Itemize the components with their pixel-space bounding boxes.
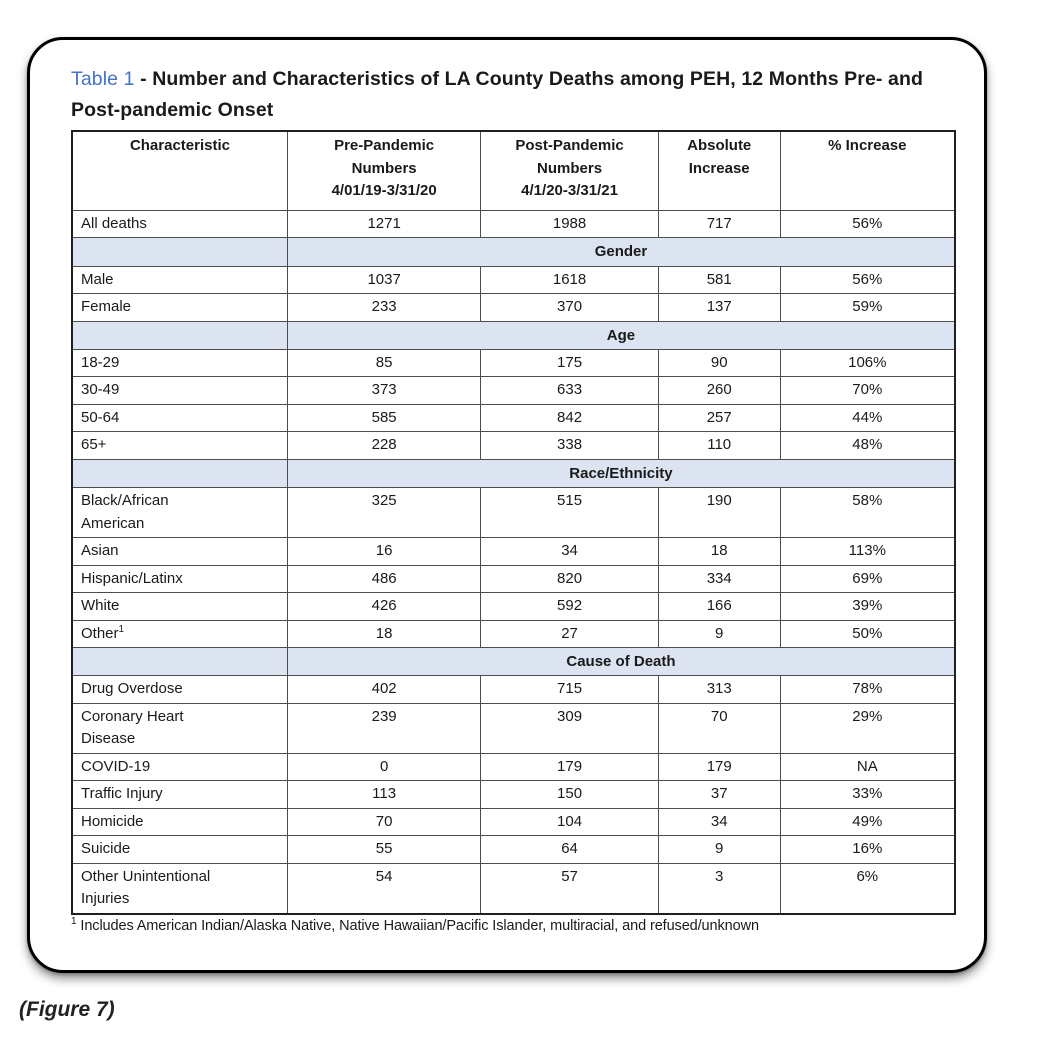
value-cell: 33% [780,781,955,809]
table-row [72,404,955,432]
characteristic-cell [72,863,287,914]
table-row [72,836,955,864]
value-cell: 27 [481,620,658,648]
characteristic-label: Traffic Injury [81,785,163,803]
table-row [72,349,955,377]
value-cell: 64 [481,836,658,864]
value-cell: 633 [481,377,658,405]
col-header-pre-pandemic: Pre-Pandemic Numbers 4/01/19-3/31/20 [287,131,480,210]
value-cell: 39% [780,593,955,621]
value-cell: 486 [287,565,480,593]
figure-frame [27,37,987,973]
value-cell: 0 [287,753,480,781]
characteristic-cell [72,836,287,864]
table-row [72,703,955,753]
value-cell: 104 [481,808,658,836]
table-row [72,620,955,648]
value-cell: 257 [658,404,780,432]
value-cell: 70 [658,703,780,753]
section-label: Gender [287,238,955,266]
characteristic-label: Homicide [81,812,144,830]
value-cell: 370 [481,294,658,322]
table-row [72,210,955,238]
table-title-text: - Number and Characteristics of LA County Deaths among PEH, 12 Months Pre- and Post-pandemic Onset [71,68,923,122]
value-cell: 585 [287,404,480,432]
value-cell: 70% [780,377,955,405]
value-cell: 18 [287,620,480,648]
value-cell: 69% [780,565,955,593]
characteristic-label: Other Unintentional Injuries [81,867,211,908]
characteristic-label: 30-49 [81,381,120,399]
value-cell: 37 [658,781,780,809]
characteristic-label: White [81,597,120,615]
value-cell: 717 [658,210,780,238]
value-cell: 426 [287,593,480,621]
section-empty-cell [72,238,287,266]
characteristic-cell [72,294,287,322]
value-cell: 334 [658,565,780,593]
characteristic-cell [72,349,287,377]
characteristic-label: Other [81,624,119,642]
value-cell: 1618 [481,266,658,294]
value-cell: 48% [780,432,955,460]
table-row [72,266,955,294]
characteristic-label: Suicide [81,840,131,858]
value-cell: 59% [780,294,955,322]
table-title [71,64,956,126]
value-cell: 137 [658,294,780,322]
col-header-absolute-increase: Absolute Increase [658,131,780,210]
value-cell: 29% [780,703,955,753]
characteristic-cell [72,377,287,405]
value-cell: 179 [658,753,780,781]
section-empty-cell [72,648,287,676]
table-row [72,377,955,405]
characteristic-label: Hispanic/Latinx [81,569,183,587]
value-cell: 515 [481,488,658,538]
value-cell: 56% [780,266,955,294]
value-cell: NA [780,753,955,781]
table-row [72,808,955,836]
characteristic-cell [72,620,287,648]
col-header-characteristic: Characteristic [72,131,287,210]
characteristic-cell [72,404,287,432]
value-cell: 842 [481,404,658,432]
section-label: Race/Ethnicity [287,459,955,487]
value-cell: 1988 [481,210,658,238]
characteristic-cell [72,676,287,704]
characteristic-label: Coronary Heart Disease [81,707,184,748]
value-cell: 338 [481,432,658,460]
header-row [72,131,955,210]
characteristic-label: 65+ [81,436,107,454]
section-row [72,648,955,676]
table-row [72,781,955,809]
table-row [72,676,955,704]
characteristic-label: 18-29 [81,353,120,371]
table-footnote [71,918,956,934]
value-cell: 175 [481,349,658,377]
value-cell: 239 [287,703,480,753]
value-cell: 44% [780,404,955,432]
section-row [72,321,955,349]
characteristic-label: COVID-19 [81,757,151,775]
footnote-text: Includes American Indian/Alaska Native, Native Hawaiian/Pacific Islander, multiracial, and refused/unknown [76,917,759,934]
value-cell: 373 [287,377,480,405]
table-row [72,753,955,781]
characteristic-label: Asian [81,542,119,560]
value-cell: 715 [481,676,658,704]
deaths-table [71,130,956,915]
value-cell: 1271 [287,210,480,238]
value-cell: 260 [658,377,780,405]
table-body [72,210,955,914]
value-cell: 78% [780,676,955,704]
value-cell: 581 [658,266,780,294]
section-empty-cell [72,459,287,487]
figure-caption: (Figure 7) [19,998,115,1021]
value-cell: 16 [287,538,480,566]
value-cell: 325 [287,488,480,538]
value-cell: 3 [658,863,780,914]
value-cell: 9 [658,620,780,648]
characteristic-cell [72,808,287,836]
characteristic-cell [72,781,287,809]
value-cell: 233 [287,294,480,322]
value-cell: 166 [658,593,780,621]
section-label: Cause of Death [287,648,955,676]
footnote-marker: 1 [118,623,125,635]
footnote-marker: 1 [71,916,77,928]
characteristic-cell [72,266,287,294]
value-cell: 70 [287,808,480,836]
value-cell: 56% [780,210,955,238]
value-cell: 110 [658,432,780,460]
value-cell: 228 [287,432,480,460]
value-cell: 54 [287,863,480,914]
characteristic-cell [72,565,287,593]
value-cell: 50% [780,620,955,648]
value-cell: 313 [658,676,780,704]
table-row [72,538,955,566]
section-empty-cell [72,321,287,349]
value-cell: 106% [780,349,955,377]
value-cell: 9 [658,836,780,864]
value-cell: 58% [780,488,955,538]
characteristic-label: Male [81,270,114,288]
characteristic-cell [72,210,287,238]
characteristic-cell [72,432,287,460]
value-cell: 6% [780,863,955,914]
characteristic-label: 50-64 [81,408,120,426]
characteristic-cell [72,488,287,538]
value-cell: 592 [481,593,658,621]
value-cell: 18 [658,538,780,566]
value-cell: 179 [481,753,658,781]
section-label: Age [287,321,955,349]
value-cell: 820 [481,565,658,593]
table-row [72,565,955,593]
value-cell: 16% [780,836,955,864]
value-cell: 309 [481,703,658,753]
table-row [72,593,955,621]
value-cell: 402 [287,676,480,704]
characteristic-label: Drug Overdose [81,680,183,698]
table-row [72,863,955,914]
value-cell: 113% [780,538,955,566]
table-row [72,294,955,322]
table-row [72,488,955,538]
value-cell: 49% [780,808,955,836]
table-number-label: Table 1 [71,68,135,90]
value-cell: 34 [481,538,658,566]
value-cell: 150 [481,781,658,809]
value-cell: 85 [287,349,480,377]
col-header-percent-increase: % Increase [780,131,955,210]
value-cell: 57 [481,863,658,914]
value-cell: 55 [287,836,480,864]
characteristic-label: Black/African American [81,492,169,532]
characteristic-cell [72,538,287,566]
value-cell: 1037 [287,266,480,294]
characteristic-label: All deaths [81,214,147,232]
characteristic-cell [72,593,287,621]
value-cell: 113 [287,781,480,809]
characteristic-cell [72,703,287,753]
section-row [72,459,955,487]
value-cell: 190 [658,488,780,538]
table-row [72,432,955,460]
section-row [72,238,955,266]
value-cell: 34 [658,808,780,836]
col-header-post-pandemic: Post-Pandemic Numbers 4/1/20-3/31/21 [481,131,658,210]
characteristic-label: Female [81,298,132,316]
value-cell: 90 [658,349,780,377]
characteristic-cell [72,753,287,781]
